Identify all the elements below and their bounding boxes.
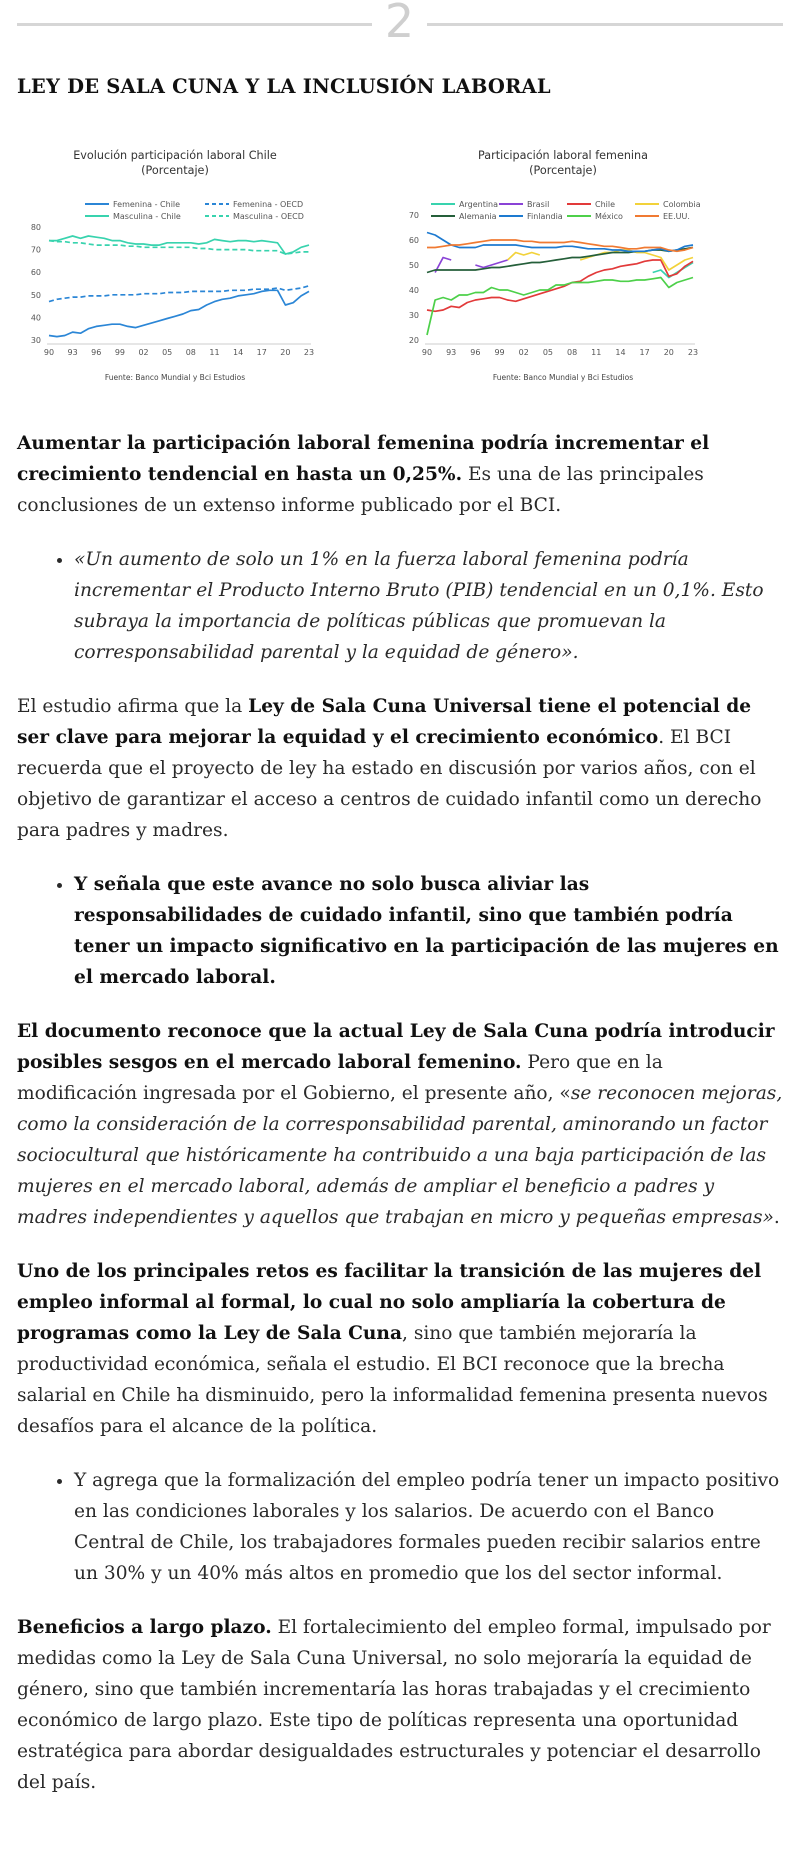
c0-xtick-7: 11 <box>209 348 220 357</box>
bullet-1-text: «Un aumento de solo un 1% en la fuerza laboral femenina podría incrementar el Producto Interno Bruto (PIB) tendencial en un 0,1%. Esto subraya la importancia de políticas públicas que promuevan la corresponsabilidad parental y la equidad de género». <box>74 549 764 663</box>
c1-legend-label-1: Brasil <box>527 200 550 209</box>
c0-xtick-5: 05 <box>162 348 173 357</box>
c1-xtick-8: 14 <box>615 348 626 357</box>
bullet-2 <box>74 869 783 993</box>
paragraph-5 <box>17 1612 783 1798</box>
c1-xtick-0: 90 <box>421 348 433 357</box>
c0-xtick-0: 90 <box>43 348 55 357</box>
p2-text-a: El estudio afirma que la <box>17 696 249 717</box>
p4-bold: Uno de los principales retos es facilitar la transición de las mujeres del empleo informal al formal, lo cual no solo ampliaría la cobertura de programas como la Ley de Sala Cuna <box>17 1261 762 1344</box>
c0-title: Evolución participación laboral Chile <box>73 149 277 162</box>
p3-text-a: Pero que en la modificación ingresada por el Gobierno, el presente año, « <box>17 1052 663 1104</box>
bullet-list-1 <box>17 544 783 668</box>
section-title: LEY DE SALA CUNA Y LA INCLUSIÓN LABORAL <box>17 75 551 98</box>
section-divider <box>17 0 783 48</box>
paragraph-3 <box>17 1016 783 1233</box>
c0-legend-label-1: Femenina - OECD <box>233 200 304 209</box>
c1-title: Participación laboral femenina <box>478 149 648 162</box>
p3-bold: El documento reconoce que la actual Ley de Sala Cuna podría introducir posibles sesgos en el mercado laboral femenino. <box>17 1021 775 1073</box>
c1-ytick-4: 60 <box>408 236 419 245</box>
c0-ytick-0: 30 <box>30 336 41 345</box>
p5-text: El fortalecimiento del empleo formal, impulsado por medidas como la Ley de Sala Cuna Universal, no solo mejoraría la equidad de género, sino que también incrementaría las horas trabajadas y el crecimiento económico de largo plazo. Este tipo de políticas representa una oportunidad estratégica para abordar desigualdades estructurales y potenciar el desarrollo del país. <box>17 1617 771 1793</box>
divider-line-left <box>17 23 372 26</box>
c0-xtick-3: 99 <box>114 348 126 357</box>
c1-xtick-1: 93 <box>446 348 457 357</box>
c1-series-line-3 <box>508 250 693 270</box>
c1-ytick-2: 40 <box>408 286 419 295</box>
bullet-2-text: Y señala que este avance no solo busca aliviar las responsabilidades de cuidado infantil, sino que también podría tener un impacto significativo en la participación de las mujeres en el mercado laboral. <box>74 874 779 988</box>
c1-legend-label-4: Alemania <box>459 212 497 221</box>
c0-xtick-10: 20 <box>280 348 291 357</box>
c0-xtick-11: 23 <box>303 348 315 357</box>
c0-xtick-9: 17 <box>256 348 267 357</box>
c0-series-line-1 <box>49 286 309 302</box>
p3-text-b: . <box>773 1207 780 1228</box>
article <box>17 0 783 1798</box>
bullet-list-3 <box>17 1465 783 1589</box>
charts-figure <box>17 143 783 395</box>
section-number: 2 <box>384 0 415 48</box>
c0-xtick-6: 08 <box>185 348 196 357</box>
bullet-3-text: Y agrega que la formalización del empleo podría tener un impacto positivo en las condiciones laborales y los salarios. De acuerdo con el Banco Central de Chile, los trabajadores formales pueden recibir salarios entre un 30% y un 40% más altos en promedio que los del sector informal. <box>74 1470 780 1584</box>
c0-ytick-2: 50 <box>30 290 41 300</box>
c1-xtick-4: 02 <box>518 348 529 357</box>
c1-legend-label-7: EE.UU. <box>663 212 690 221</box>
paragraph-4 <box>17 1256 783 1442</box>
c0-series-line-0 <box>49 290 309 336</box>
bullet-1 <box>74 544 783 668</box>
c1-series-line-6 <box>427 278 693 336</box>
bullet-3 <box>74 1465 783 1589</box>
c1-legend-label-2: Chile <box>595 200 616 209</box>
c0-xtick-2: 96 <box>91 348 102 357</box>
c1-legend-label-3: Colombia <box>663 200 701 209</box>
c0-ytick-1: 40 <box>30 313 41 323</box>
p2-text-b: . El BCI recuerda que el proyecto de ley ha estado en discusión por varios años, con el objetivo de garantizar el acceso a centros de cuidado infantil como un derecho para padres y madres. <box>17 727 762 841</box>
c0-legend-label-2: Masculina - Chile <box>113 212 181 221</box>
c1-ytick-5: 70 <box>408 211 419 220</box>
c1-xtick-9: 17 <box>639 348 650 357</box>
p5-bold: Beneficios a largo plazo. <box>17 1617 272 1638</box>
paragraph-2 <box>17 691 783 846</box>
c1-ytick-0: 20 <box>408 336 419 345</box>
c1-xtick-5: 05 <box>542 348 554 357</box>
c0-ytick-4: 70 <box>30 245 41 255</box>
c1-xtick-6: 08 <box>566 348 578 357</box>
c1-legend-label-0: Argentina <box>459 200 499 209</box>
c1-xtick-11: 23 <box>687 348 699 357</box>
c1-xtick-3: 99 <box>494 348 505 357</box>
p1-bold: Aumentar la participación laboral femenina podría incrementar el crecimiento tendencial en hasta un 0,25%. <box>17 433 710 485</box>
p3-italic: se reconocen mejoras, como la consideración de la corresponsabilidad parental, aminorando un factor sociocultural que históricamente ha contribuido a una baja participación de las mujeres en el mercado laboral, además de ampliar el beneficio a padres y madres independientes y aquellos que trabajan en micro y pequeñas empresas» <box>17 1083 783 1228</box>
c0-ytick-5: 80 <box>30 223 41 232</box>
c1-xtick-10: 20 <box>663 348 674 357</box>
c1-legend-label-6: México <box>595 212 623 221</box>
c0-ytick-3: 60 <box>30 268 41 278</box>
c1-xtick-2: 96 <box>470 348 481 357</box>
chart-participacion-chile <box>17 143 317 395</box>
c0-series-line-2 <box>49 236 309 254</box>
c0-xtick-1: 93 <box>67 348 78 357</box>
c0-xtick-4: 02 <box>138 348 149 357</box>
divider-line-right <box>427 23 783 26</box>
p4-text: , sino que también mejoraría la productividad económica, señala el estudio. El BCI reconoce que la brecha salarial en Chile ha disminuido, pero la informalidad femenina presenta nuevos desafíos para el alcance de la política. <box>17 1323 768 1437</box>
c0-xtick-8: 14 <box>232 348 244 357</box>
c1-source: Fuente: Banco Mundial y Bci Estudios <box>492 373 634 382</box>
c1-ytick-1: 30 <box>408 311 419 320</box>
c0-source: Fuente: Banco Mundial y Bci Estudios <box>104 373 246 382</box>
c0-legend-label-3: Masculina - OECD <box>233 212 304 221</box>
c1-legend-label-5: Finlandia <box>527 212 563 221</box>
c1-xtick-7: 11 <box>591 348 602 357</box>
c0-legend-label-0: Femenina - Chile <box>113 200 181 209</box>
paragraph-1 <box>17 428 783 521</box>
c1-subtitle: (Porcentaje) <box>529 164 597 177</box>
bullet-list-2 <box>17 869 783 993</box>
c0-subtitle: (Porcentaje) <box>141 164 209 177</box>
p1-text: Es una de las principales conclusiones de un extenso informe publicado por el BCI. <box>17 464 704 516</box>
p2-bold: Ley de Sala Cuna Universal tiene el potencial de ser clave para mejorar la equidad y el crecimiento económico <box>17 696 752 748</box>
chart-participacion-femenina <box>401 143 721 395</box>
c1-ytick-3: 50 <box>408 261 419 270</box>
